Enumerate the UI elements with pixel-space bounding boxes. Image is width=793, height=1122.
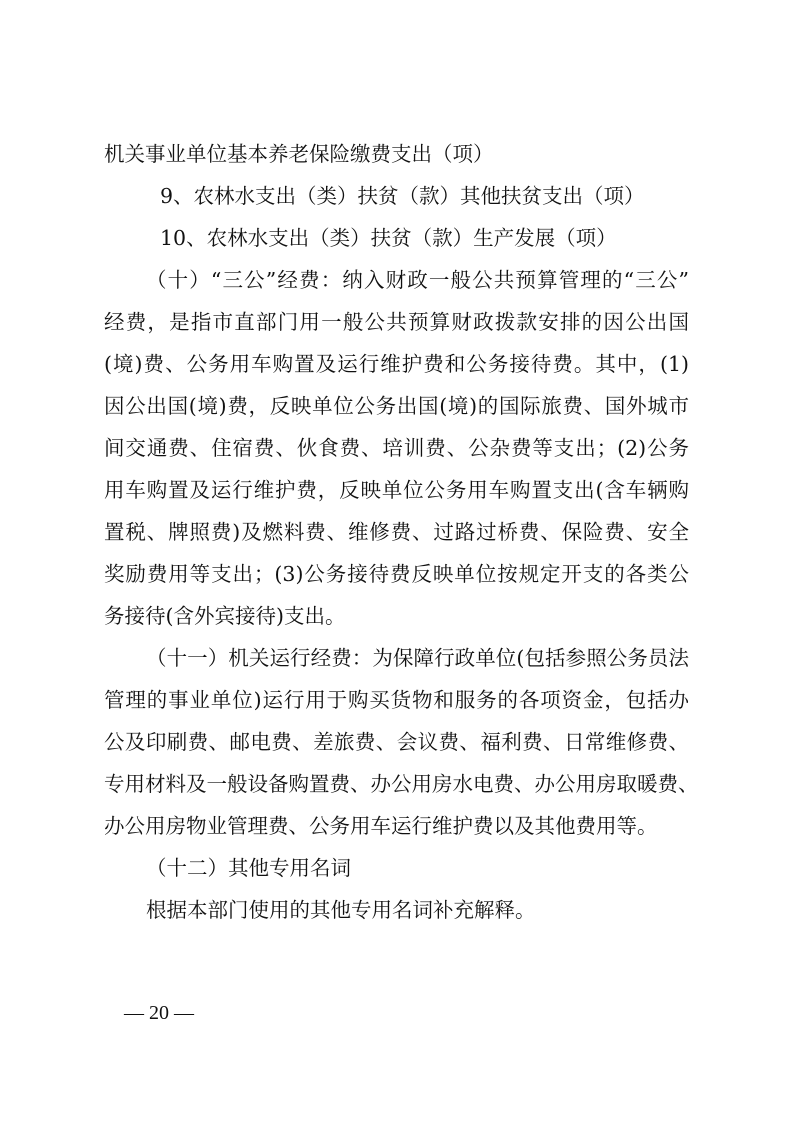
paragraph-line: 专用材料及一般设备购置费、办公用房水电费、办公用房取暖费、 [104, 772, 699, 796]
paragraph-line: 经费，是指市直部门用一般公共预算财政拨款安排的因公出国 [104, 310, 689, 334]
paragraph-line: (境)费、公务用车购置及运行维护费和公务接待费。其中，(1) [104, 352, 689, 376]
paragraph-line: 机关事业单位基本养老保险缴费支出（项） [104, 142, 494, 166]
paragraph-line: 管理的事业单位)运行用于购买货物和服务的各项资金，包括办 [104, 688, 689, 712]
paragraph-line: 办公用房物业管理费、公务用车运行维护费以及其他费用等。 [104, 814, 658, 838]
paragraph-line: 用车购置及运行维护费，反映单位公务用车购置支出(含车辆购 [104, 478, 689, 502]
paragraph-line: 间交通费、住宿费、伙食费、培训费、公杂费等支出；(2)公务 [104, 436, 689, 460]
list-item-9: 9、农林水支出（类）扶贫（款）其他扶贫支出（项） [160, 184, 645, 208]
paragraph-line: 务接待(含外宾接待)支出。 [104, 604, 346, 628]
list-item-10: 10、农林水支出（类）扶贫（款）生产发展（项） [160, 226, 617, 250]
page-number: — 20 — [124, 1002, 194, 1024]
paragraph-line: 公及印刷费、邮电费、差旅费、会议费、福利费、日常维修费、 [104, 730, 689, 754]
section-heading-jiguan: （十一）机关运行经费：为保障行政单位(包括参照公务员法 [146, 646, 689, 670]
section-heading-qita: （十二）其他专用名词 [146, 856, 351, 880]
paragraph-line: 置税、牌照费)及燃料费、维修费、过路过桥费、保险费、安全 [104, 520, 689, 544]
paragraph-line: 奖励费用等支出；(3)公务接待费反映单位按规定开支的各类公 [104, 562, 689, 586]
section-heading-sangong: （十）“三公”经费：纳入财政一般公共预算管理的“三公” [146, 268, 689, 292]
paragraph-line: 因公出国(境)费，反映单位公务出国(境)的国际旅费、国外城市 [104, 394, 689, 418]
paragraph-line: 根据本部门使用的其他专用名词补充解释。 [146, 898, 536, 922]
